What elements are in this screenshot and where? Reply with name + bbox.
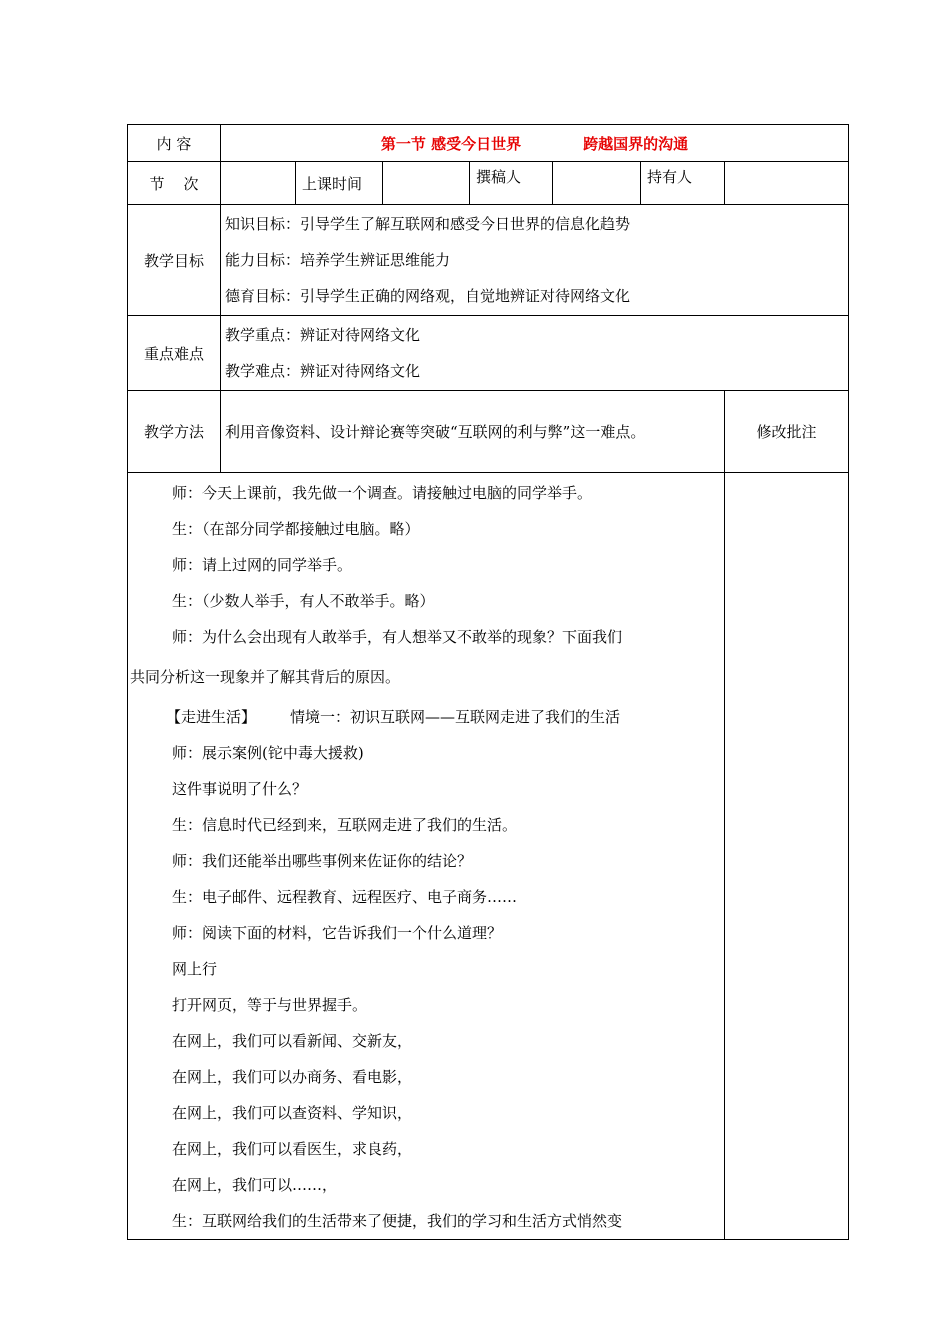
body-line: 网上行: [172, 960, 218, 978]
body-line: 师：今天上课前，我先做一个调查。请接触过电脑的同学举手。: [172, 484, 593, 502]
body-line: 生：电子邮件、远程教育、远程医疗、电子商务……: [172, 888, 518, 906]
body-line: 在网上，我们可以……，: [172, 1176, 338, 1194]
section-tag: 【走进生活】: [166, 708, 257, 726]
author-label: 撰稿人: [470, 162, 553, 205]
body-line: 共同分析这一现象并了解其背后的原因。: [130, 668, 401, 686]
content-label: 内 容: [128, 125, 221, 162]
lesson-title-part1: 第一节 感受今日世界: [380, 134, 522, 153]
body-line: 生：（少数人举手，有人不敢举手。略）: [172, 592, 435, 610]
body-line: 生：互联网给我们的生活带来了便捷，我们的学习和生活方式悄然变: [172, 1212, 623, 1230]
objectives-content: [221, 205, 849, 316]
method-label: 教学方法: [128, 391, 221, 473]
situation-title: 情境一：初识互联网——互联网走进了我们的生活: [290, 708, 621, 726]
body-line: 师：请上过网的同学举手。: [172, 556, 353, 574]
objective-knowledge: 知识目标：引导学生了解互联网和感受今日世界的信息化趋势: [225, 215, 631, 233]
body-line: 在网上，我们可以看新闻、交新友，: [172, 1032, 413, 1050]
revision-notes-column: [725, 473, 849, 1240]
body-line: 这件事说明了什么？: [172, 780, 308, 798]
lesson-title: [221, 125, 849, 162]
method-content: 利用音像资料、设计辩论赛等突破“互联网的利与弊”这一难点。: [221, 391, 725, 473]
key-points-content: [221, 316, 849, 391]
lesson-plan-page: [127, 124, 848, 1240]
lesson-body: [128, 473, 725, 1240]
body-line: 师：展示案例(铊中毒大援救): [172, 744, 364, 762]
objectives-label: 教学目标: [128, 205, 221, 316]
body-line: 师：为什么会出现有人敢举手，有人想举又不敢举的现象？下面我们: [172, 628, 623, 646]
class-time-value: [383, 162, 470, 205]
key-point: 教学重点：辨证对待网络文化: [225, 326, 421, 344]
body-section-heading: [128, 699, 724, 735]
body-line: 师：我们还能举出哪些事例来佐证你的结论？: [172, 852, 473, 870]
holder-value: [725, 162, 849, 205]
author-value: [553, 162, 641, 205]
difficult-point: 教学难点：辨证对待网络文化: [225, 362, 421, 380]
body-line: 在网上，我们可以看医生，求良药，: [172, 1140, 413, 1158]
revision-label: 修改批注: [725, 391, 849, 473]
section-value: [221, 162, 296, 205]
body-line: 在网上，我们可以办商务、看电影，: [172, 1068, 413, 1086]
class-time-label: 上课时间: [296, 162, 383, 205]
body-line: 生：信息时代已经到来，互联网走进了我们的生活。: [172, 816, 518, 834]
body-line: 打开网页，等于与世界握手。: [172, 996, 368, 1014]
key-points-label: 重点难点: [128, 316, 221, 391]
lesson-plan-table: [127, 124, 849, 1240]
lesson-title-part2: 跨越国界的沟通: [583, 134, 689, 153]
section-label: 节 次: [128, 162, 221, 205]
body-line: 在网上，我们可以查资料、学知识，: [172, 1104, 413, 1122]
holder-label: 持有人: [641, 162, 725, 205]
objective-moral: 德育目标：引导学生正确的网络观，自觉地辨证对待网络文化: [225, 287, 631, 305]
body-line: 生：（在部分同学都接触过电脑。略）: [172, 520, 420, 538]
objective-ability: 能力目标：培养学生辨证思维能力: [225, 251, 451, 269]
body-line: 师：阅读下面的材料，它告诉我们一个什么道理？: [172, 924, 503, 942]
